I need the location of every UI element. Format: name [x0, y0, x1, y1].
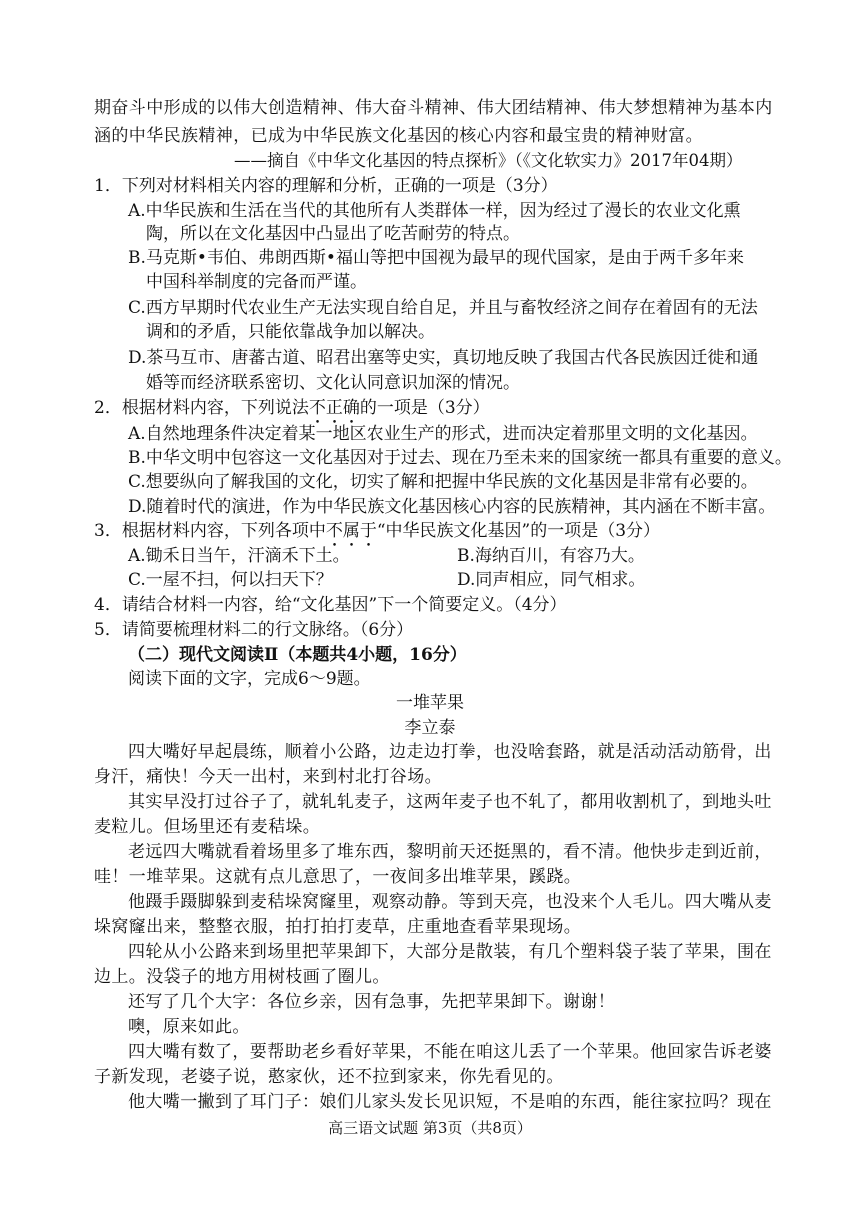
story-line: 他蹑手蹑脚躲到麦秸垛窝窿里，观察动静。等到天亮，也没来个人毛儿。四大嘴从麦 [128, 892, 772, 912]
story-line: 麦粒儿。但场里还有麦秸垛。 [94, 817, 321, 837]
q3-stem-prefix: 3．根据材料内容，下列各项中 [94, 521, 326, 541]
story-line: 哇！一堆苹果。这就有点儿意思了，一夜间多出堆苹果，蹊跷。 [94, 867, 582, 887]
intro-line-2: 涵的中华民族精神，已成为中华民族文化基因的核心内容和最宝贵的精神财富。 [94, 126, 703, 146]
source-citation: ——摘自《中华文化基因的特点探析》（《文化软实力》2017年04期） [234, 151, 743, 170]
q1-option-a-line-1: A.中华民族和生活在当代的其他所有人类群体一样，因为经过了漫长的农业文化熏 [128, 201, 741, 221]
q2-option-d: D.随着时代的演进，作为中华民族文化基因核心内容的民族精神，其内涵在不断丰富。 [128, 497, 776, 517]
q1-option-c-line-1: C.西方早期时代农业生产无法实现自给自足，并且与畜牧经济之间存在着固有的无法 [128, 298, 758, 318]
story-title: 一堆苹果 [396, 693, 464, 713]
story-line: 垛窝窿出来，整整衣服，拍打拍打麦草，庄重地查看苹果现场。 [94, 917, 582, 937]
question-1-stem: 1．下列对材料相关内容的理解和分析，正确的一项是（3分） [94, 176, 558, 196]
story-line: 子新发现，老婆子说，憨家伙，还不拉到家来，你先看见的。 [94, 1067, 564, 1087]
story-line: 四轮从小公路来到场里把苹果卸下，大部分是散装，有几个塑料袋子装了苹果，围在 [128, 942, 772, 962]
story-line: 老远四大嘴就看着场里多了堆东西，黎明前天还挺黑的，看不清。他快步走到近前， [128, 842, 772, 862]
intro-line-1: 期奋斗中形成的以伟大创造精神、伟大奋斗精神、伟大团结精神、伟大梦想精神为基本内 [94, 98, 773, 118]
q3-option-b: B.海纳百川，有容乃大。 [457, 546, 645, 566]
q1-option-d-line-1: D.茶马互市、唐蕃古道、昭君出塞等史实，真切地反映了我国古代各民族因迁徙和通 [128, 348, 759, 368]
section-instruction: 阅读下面的文字，完成6～9题。 [128, 669, 371, 689]
story-line: 还写了几个大字：各位乡亲，因有急事，先把苹果卸下。谢谢！ [128, 992, 616, 1012]
page-footer: 高三语文试题 第3页（共8页） [328, 1119, 532, 1137]
q3-emphasis-text: 不属于 [325, 521, 377, 541]
q2-stem-suffix: 的一项是（3分） [359, 398, 490, 418]
story-line: 其实早没打过谷子了，就轧轧麦子，这两年麦子也不轧了，都用收割机了，到地头吐 [128, 792, 772, 812]
q1-option-d-line-2: 婚等而经济联系密切、文化认同意识加深的情况。 [146, 373, 520, 393]
q2-emphasis-text: 不正确 [308, 398, 360, 418]
question-5: 5．请简要梳理材料二的行文脉络。（6分） [94, 620, 414, 640]
q3-stem-suffix: “中华民族文化基因”的一项是（3分） [376, 521, 661, 541]
q2-option-a: A.自然地理条件决定着某一地区农业生产的形式，进而决定着那里文明的文化基因。 [128, 424, 758, 444]
q1-option-a-line-2: 陶，所以在文化基因中凸显出了吃苦耐劳的特点。 [146, 224, 520, 244]
q1-option-b-line-1: B.马克斯•韦伯、弗朗西斯•福山等把中国视为最早的现代国家，是由于两千多年来 [128, 248, 744, 268]
story-line: 他大嘴一撇到了耳门子：娘们儿家头发长见识短，不是咱的东西，能往家拉吗？现在 [128, 1092, 772, 1112]
q2-option-c: C.想要纵向了解我国的文化，切实了解和把握中华民族的文化基因是非常有必要的。 [128, 472, 758, 492]
question-4: 4．请结合材料一内容，给“文化基因”下一个简要定义。（4分） [94, 595, 567, 615]
q2-stem-prefix: 2．根据材料内容，下列说法 [94, 398, 309, 418]
q3-option-d: D.同声相应，同气相求。 [457, 570, 646, 590]
story-line: 四大嘴有数了，要帮助老乡看好苹果，不能在咱这儿丢了一个苹果。他回家告诉老婆 [128, 1042, 772, 1062]
q1-option-b-line-2: 中国科举制度的完备而严谨。 [146, 272, 367, 292]
story-line: 边上。没袋子的地方用树枝画了圈儿。 [94, 967, 390, 987]
story-line: 噢，原来如此。 [128, 1017, 250, 1037]
story-line: 身汗，痛快！今天一出村，来到村北打谷场。 [94, 767, 442, 787]
story-line: 四大嘴好早起晨练，顺着小公路，边走边打拳，也没啥套路，就是活动活动筋骨，出 [128, 742, 772, 762]
q1-option-c-line-2: 调和的矛盾，只能依靠战争加以解决。 [146, 322, 435, 342]
q3-option-c: C.一屋不扫，何以扫天下？ [128, 570, 333, 590]
q3-option-a: A.锄禾日当午，汗滴禾下土。 [128, 546, 350, 566]
section-heading: （二）现代文阅读Ⅱ（本题共4小题，16分） [128, 645, 467, 665]
story-author: 李立泰 [404, 718, 456, 738]
q2-option-b: B.中华文明中包容这一文化基因对于过去、现在乃至未来的国家统一都具有重要的意义。 [128, 448, 792, 468]
